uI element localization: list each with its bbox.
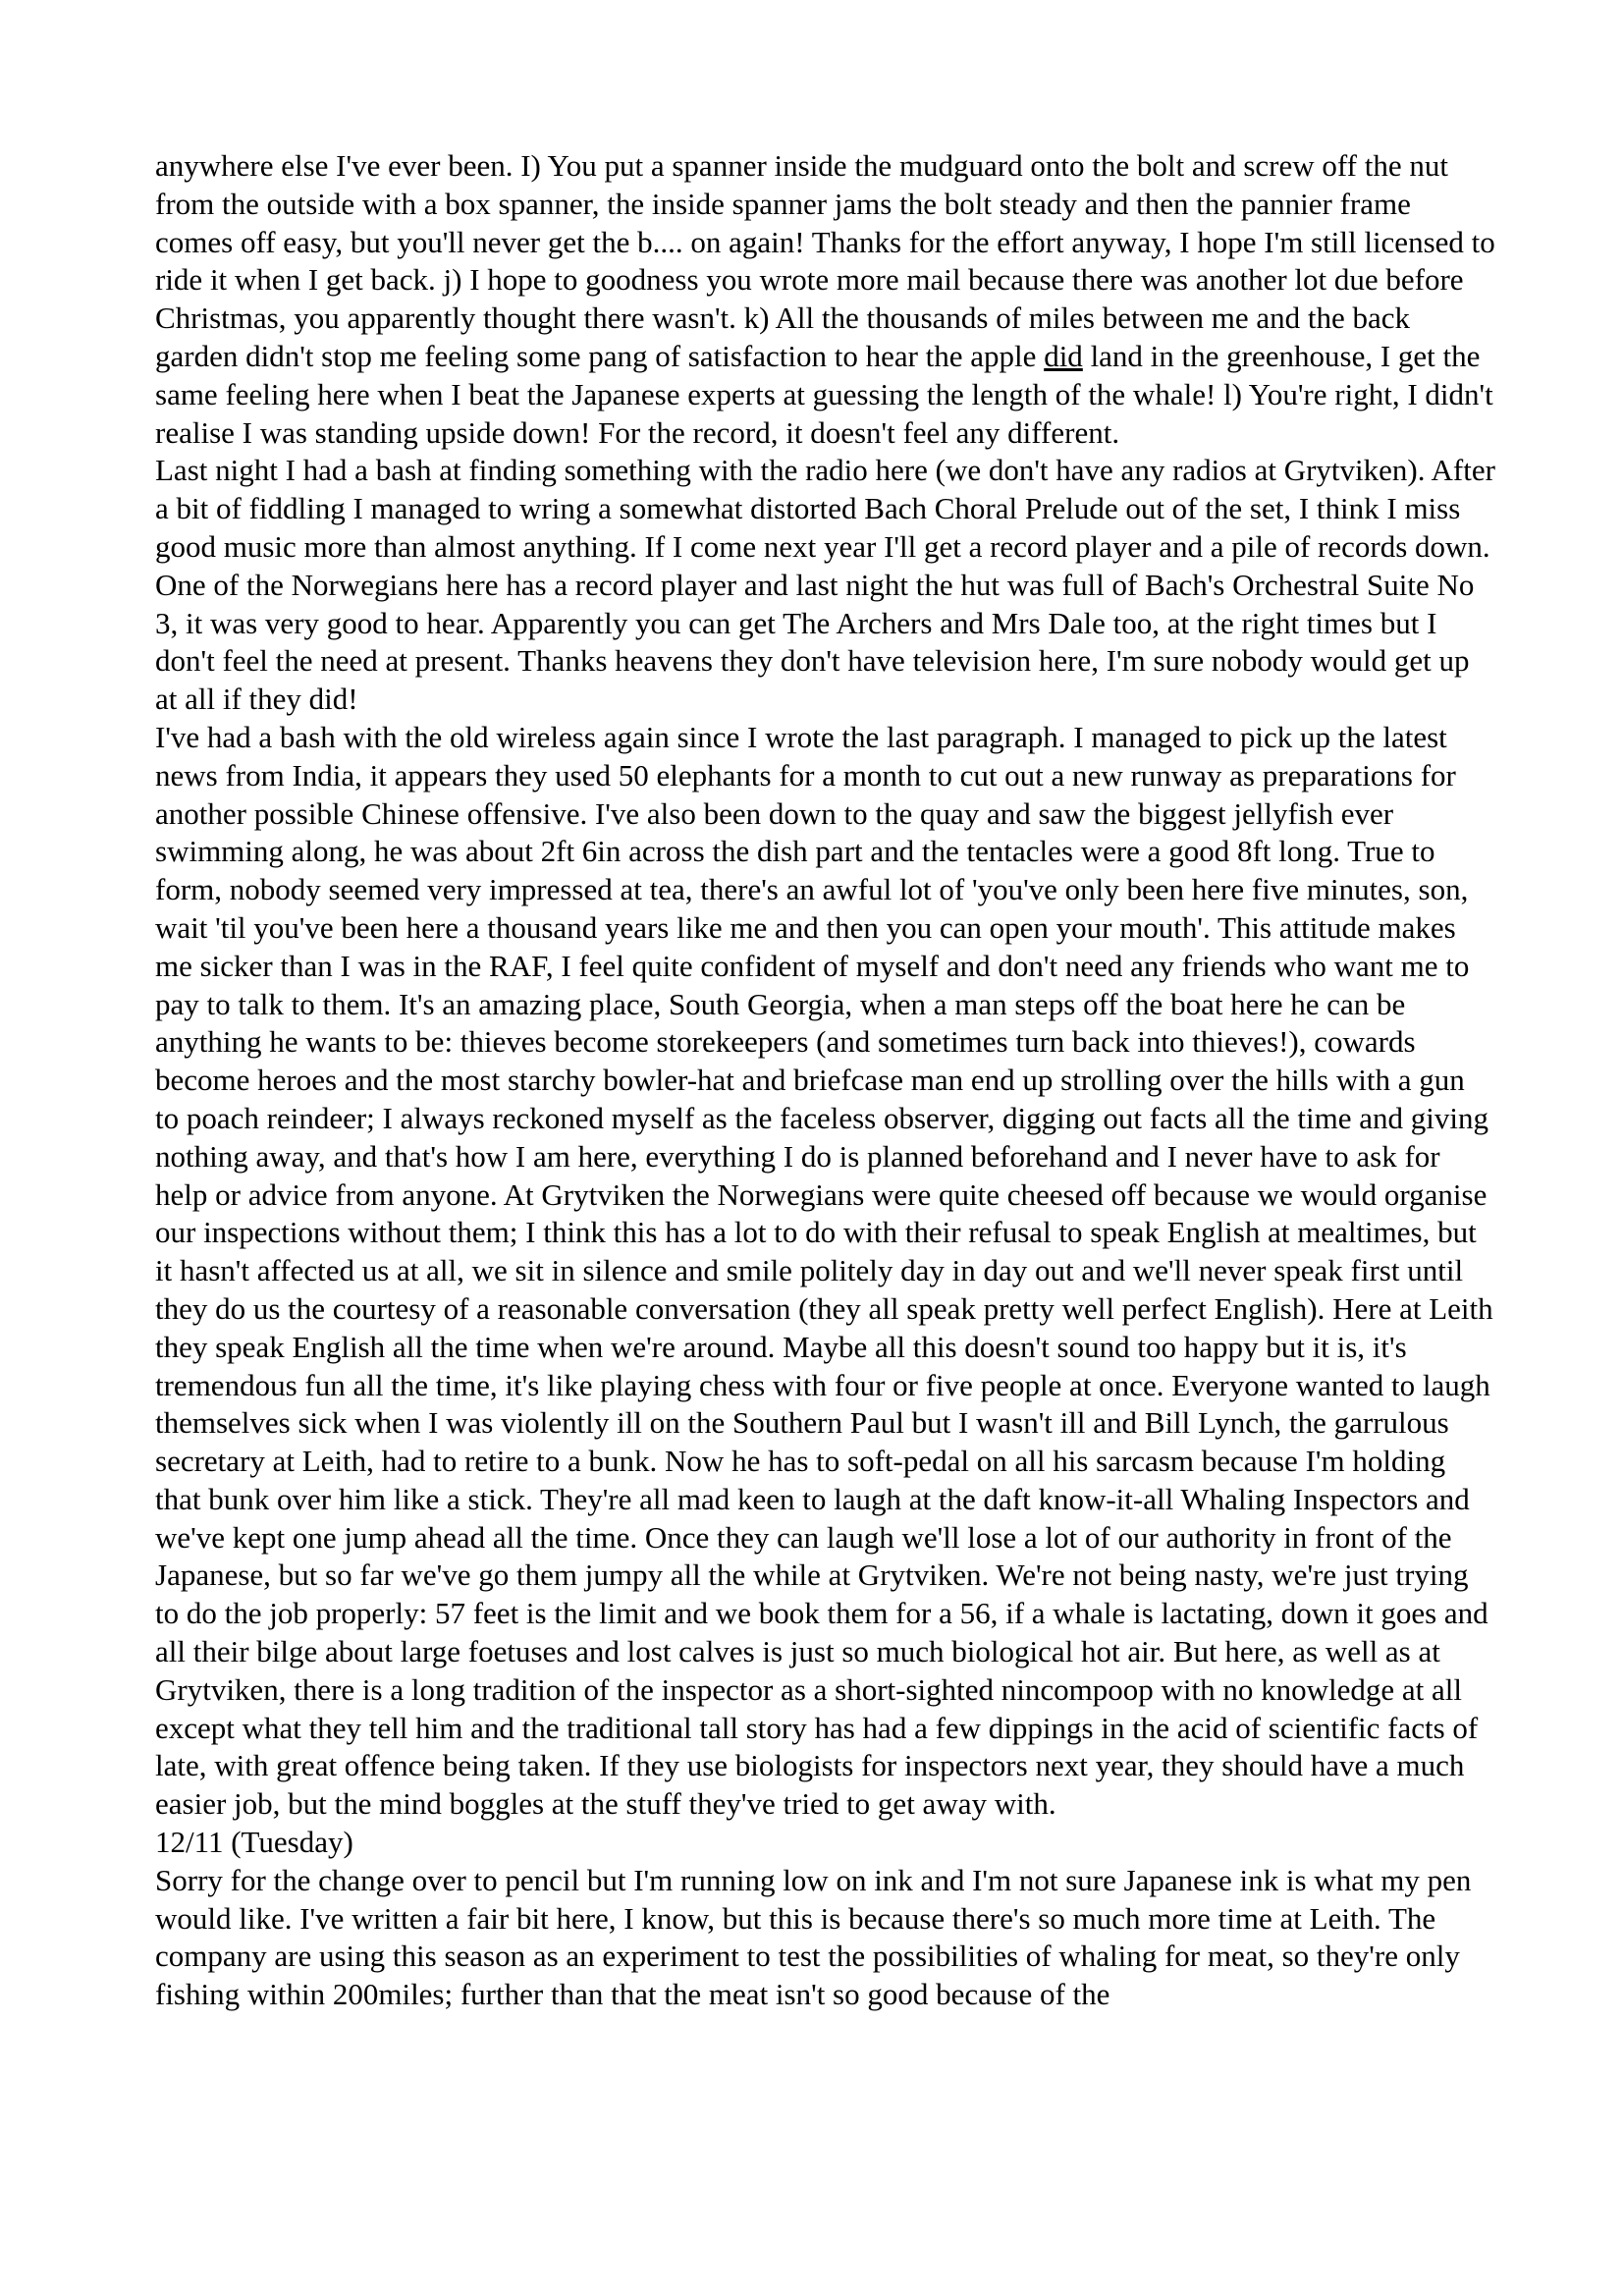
- paragraph-pencil: Sorry for the change over to pencil but I'm running low on ink and I'm not sure Japanese ink is what my pen would like. I've written a fair bit here, I know, but this is because there's so much more time at Leith. The company are using this season as an experiment to test the possibilities of whaling for meat, so they're only fishing within 200miles; further than that the meat isn't so good because of the: [155, 1862, 1472, 2012]
- paragraph-answers-end: land in the greenhouse, I get the same feeling here when I beat the Japanese experts at guessing the length of the whale! l) You're right, I didn't realise I was standing upside down! For the record, it doesn't feel any different.: [155, 338, 1493, 450]
- paragraph-radio: Last night I had a bash at finding something with the radio here (we don't have any radios at Grytviken). After a bit of fiddling I managed to wring a somewhat distorted Bach Choral Prelude out of the set, I think I miss good music more than almost anything. If I come next year I'll get a record player and a pile of records down. One of the Norwegians here has a record player and last night the hut was full of Bach's Orchestral Suite No 3, it was very good to hear. Apparently you can get The Archers and Mrs Dale too, at the right times but I don't feel the need at present. Thanks heavens they don't have television here, I'm sure nobody would get up at all if they did!: [155, 453, 1495, 717]
- paragraph-wireless: I've had a bash with the old wireless again since I wrote the last paragraph. I managed to pick up the latest news from India, it appears they used 50 elephants for a month to cut out a new runway as preparations for another possible Chinese offensive. I've also been down to the quay and saw the biggest jellyfish ever swimming along, he was about 2ft 6in across the dish part and the tentacles were a good 8ft long. True to form, nobody seemed very impressed at tea, there's an awful lot of 'you've only been here five minutes, son, wait 'til you've been here a thousand years like me and then you can open your mouth'. This attitude makes me sicker than I was in the RAF, I feel quite confident of myself and don't need any friends who want me to pay to talk to them. It's an amazing place, South Georgia, when a man steps off the boat here he can be anything he wants to be: thieves become storekeepers (and sometimes turn back into thieves!), cowards become heroes and the most starchy bowler-hat and briefcase man end up strolling over the hills with a gun to poach reindeer; I always reckoned myself as the faceless observer, digging out facts all the time and giving nothing away, and that's how I am here, everything I do is planned beforehand and I never have to ask for help or advice from anyone. At Grytviken the Norwegians were quite cheesed off because we would organise our inspections without them; I think this has a lot to do with their refusal to speak English at mealtimes, but it hasn't affected us at all, we sit in silence and smile politely day in day out and we'll never speak first until they do us the courtesy of a reasonable conversation (they all speak pretty well perfect English). Here at Leith they speak English all the time when we're around. Maybe all this doesn't sound too happy but it is, it's tremendous fun all the time, it's like playing chess with four or five people at once. Everyone wanted to laugh themselves sick when I was violently ill on the Southern Paul but I wasn't ill and Bill Lynch, the garrulous secretary at Leith, had to retire to a bunk. Now he has to soft-pedal on all his sarcasm because I'm holding that bunk over him like a stick. They're all mad keen to laugh at the daft know-it-all Whaling Inspectors and we've kept one jump ahead all the time. Once they can laugh we'll lose a lot of our authority in front of the Japanese, but so far we've go them jumpy all the while at Grytviken. We're not being nasty, we're just trying to do the job properly: 57 feet is the limit and we book them for a 56, if a whale is lactating, down it goes and all their bilge about large foetuses and lost calves is just so much biological hot air. But here, as well as at Grytviken, there is a long tradition of the inspector as a short-sighted nincompoop with no knowledge at all except what they tell him and the traditional tall story has had a few dippings in the acid of scientific facts of late, with great offence being taken. If they use biologists for inspectors next year, they should have a much easier job, but the mind boggles at the stuff they've tried to get away with.: [155, 719, 1493, 1822]
- underlined-word: did: [1044, 338, 1083, 373]
- paragraph-answers-start: anywhere else I've ever been. I) You put a spanner inside the mudguard onto the bolt and screw off the nut from the outside with a box spanner, the inside spanner jams the bolt steady and then the pannier frame comes off easy, but you'll never get the b.... on again! Thanks for the effort anyway, I hope I'm still licensed to ride it when I get back. j) I hope to goodness you wrote more mail because there was another lot due before Christmas, you apparently thought there wasn't. k) All the thousands of miles between me and the back garden didn't stop me feeling some pang of satisfaction to hear the apple: [155, 148, 1495, 373]
- paragraph-answers: [155, 147, 1495, 452]
- date-heading: 12/11 (Tuesday): [155, 1825, 353, 1860]
- letter-page: [155, 147, 1495, 2014]
